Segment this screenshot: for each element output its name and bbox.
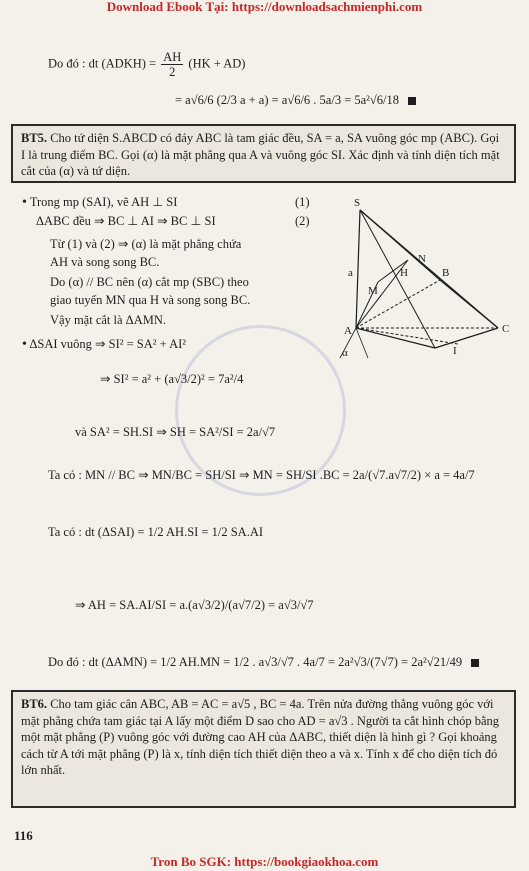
exercise-text: Cho tứ diện S.ABCD có đáy ABC là tam giác đều, SA = a, SA vuông góc mp (ABC). Gọi I là trung điểm BC. Gọi (α) là mặt phẳng qua A và vuông góc SI. Xác định và tính diện tích mặt cắt của (α) và tứ diện.	[21, 131, 500, 178]
label-N: N	[418, 253, 426, 265]
page-footer: Tron Bo SGK: https://bookgiaokhoa.com	[150, 854, 379, 869]
text: Trong mp (SAI), vẽ AH ⊥ SI	[29, 195, 178, 209]
solution-line-1: • Trong mp (SAI), vẽ AH ⊥ SI	[22, 195, 178, 210]
end-mark	[408, 97, 416, 105]
solution-line-13: ⇒ AH = SA.AI/SI = a.(a√3/2)/(a√7/2) = a√3/√7	[75, 598, 314, 612]
label-A: A	[344, 325, 352, 337]
fraction	[161, 50, 183, 79]
page-number: 116	[14, 828, 33, 843]
solution-line-4: AH và song song BC.	[50, 255, 160, 269]
solution-line-14	[48, 655, 479, 669]
label-alpha: α	[342, 347, 348, 359]
exercise-bt6-box	[11, 690, 516, 808]
line-dt-result	[175, 93, 416, 107]
solution-line-11: Ta có : MN // BC ⇒ MN/BC = SH/SI ⇒ MN = SH/SI .BC = 2a/(√7.a√7/2) × a = 4a/7	[48, 468, 475, 482]
exercise-label: BT6.	[21, 697, 48, 711]
label-H: H	[400, 267, 408, 279]
exercise-bt5-box	[11, 124, 516, 183]
solution-line-12: Ta có : dt (ΔSAI) = 1/2 AH.SI = 1/2 SA.AI	[48, 525, 264, 539]
tetrahedron-figure	[320, 196, 520, 376]
solution-line-8: • ΔSAI vuông ⇒ SI² = SA² + AI²	[22, 337, 187, 352]
label-S: S	[354, 197, 361, 209]
end-mark	[471, 659, 479, 667]
page-header: Download Ebook Tại: https://downloadsachmienphi.com	[106, 0, 423, 14]
text: Do đó : dt (ADKH) =	[48, 56, 157, 71]
exercise-label: BT5.	[21, 131, 48, 145]
label-C: C	[502, 323, 510, 335]
solution-line-6: giao tuyến MN qua H và song song BC.	[50, 293, 251, 307]
text: (HK + AD)	[188, 56, 246, 71]
numerator: AH	[163, 50, 182, 64]
equation-number: (1)	[295, 195, 310, 209]
text: = a√6/6 (2/3 a + a) = a√6/6 . 5a/3 = 5a²√6/18	[175, 93, 400, 107]
solution-line-7: Vậy mặt cắt là ΔAMN.	[50, 313, 166, 327]
solution-line-10: và SA² = SH.SI ⇒ SH = SA²/SI = 2a/√7	[75, 425, 276, 439]
text: ΔSAI vuông ⇒ SI² = SA² + AI²	[29, 337, 187, 351]
label-a: a	[348, 267, 353, 279]
equation-number: (2)	[295, 214, 310, 228]
line-dt-adkh	[48, 50, 245, 79]
solution-line-5: Do (α) // BC nên (α) cắt mp (SBC) theo	[50, 275, 249, 289]
solution-line-2: ΔABC đều ⇒ BC ⊥ AI ⇒ BC ⊥ SI	[36, 214, 216, 228]
solution-line-3: Từ (1) và (2) ⇒ (α) là mặt phẳng chứa	[50, 237, 242, 251]
label-M: M	[368, 285, 378, 297]
solution-line-9: ⇒ SI² = a² + (a√3/2)² = 7a²/4	[100, 372, 244, 386]
exercise-text: Cho tam giác cân ABC, AB = AC = a√5 , BC = 4a. Trên nửa đường thẳng vuông góc với mặt phẳng chứa tam giác tại A lấy một điểm D sao cho AD = a√3 . Người ta cắt hình chóp bằng một mặt phẳng (P) vuông góc với đường cao AH của ΔABC, thiết diện là hình gì ? Gọi khoảng cách từ A tới mặt phẳng (P) là x, tính diện tích thiết diện theo a và x. Tính x để cho diện tích đó lớn nhất.	[21, 697, 500, 777]
label-B: B	[442, 267, 450, 279]
denominator: 2	[169, 65, 176, 79]
label-I: I	[453, 345, 457, 357]
text: Do đó : dt (ΔAMN) = 1/2 AH.MN = 1/2 . a√3/√7 . 4a/7 = 2a²√3/(7√7) = 2a²√21/49	[48, 655, 463, 669]
